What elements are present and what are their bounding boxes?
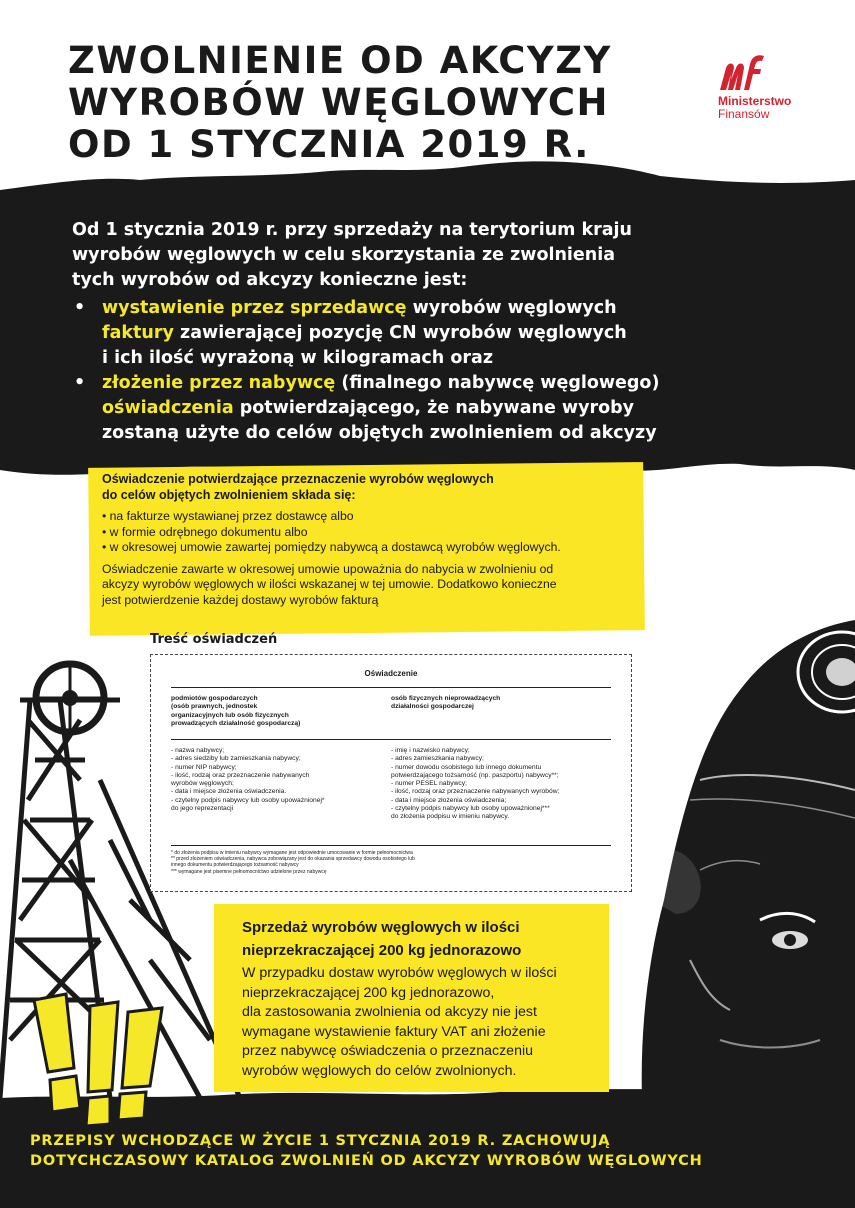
declaration-info-box <box>102 472 632 608</box>
requirement-item <box>72 371 792 446</box>
declaration-form <box>150 654 632 892</box>
highlight-text: wystawienie przez sprzedawcę <box>102 298 407 318</box>
title-line: WYROBÓW WĘGLOWYCH <box>68 81 609 124</box>
highlight-text: oświadczenia <box>102 398 234 418</box>
intro-line: tych wyrobów od akcyzy konieczne jest: <box>72 270 468 290</box>
highlight-text: faktury <box>102 323 174 343</box>
bullet-marker: • <box>74 298 86 318</box>
intro-line: Od 1 stycznia 2019 r. przy sprzedaży na terytorium kraju <box>72 220 633 240</box>
box-body-line: wyrobów węglowych do celów zwolnionych. <box>242 1062 517 1079</box>
requirement-text: zostaną użyte do celów objętych zwolnieniem od akcyzy <box>102 423 657 443</box>
requirements-list <box>72 296 792 446</box>
title-line: ZWOLNIENIE OD AKCYZY <box>68 39 612 82</box>
small-sale-info-box <box>242 918 592 1081</box>
declaration-header: Oświadczenie <box>364 669 418 678</box>
box-list-item: • w okresowej umowie zawartej pomiędzy nabywcą a dostawcą wyrobów węglowych. <box>102 540 561 554</box>
box-paragraph: akcyzy wyrobów węglowych w ilości wskazanej w tej umowie. Dodatkowo konieczne <box>102 577 557 591</box>
box-paragraph: Oświadczenie zawarte w okresowej umowie upoważnia do nabycia w zwolnieniu od <box>102 561 554 576</box>
requirement-item <box>72 296 792 371</box>
intro-paragraph <box>72 218 792 293</box>
box-paragraph: jest potwierdzenie każdej dostawy wyrobów fakturą <box>102 592 379 607</box>
box-body-line: W przypadku dostaw wyrobów węglowych w ilości <box>242 965 557 981</box>
logo-text-line1: Ministerstwo <box>718 94 792 108</box>
box-body-line: dla zastosowania zwolnienia od akcyzy nie jest <box>242 1004 537 1020</box>
requirement-text: wyrobów węglowych <box>406 298 617 318</box>
box-body-line: wymagane wystawienie faktury VAT ani złożenie <box>242 1023 546 1040</box>
left-column-items: - nazwa nabywcy; - adres siedziby lub zamieszkania nabywcy; - numer NIP nabywcy; - ilość, rodzaj oraz przeznaczenie nabywanych wyrobów węglowych; - data i miejsce złożenia oświadczenia. - czytelny podpis nabywcy lub osoby upoważnionej* do jego reprezentacji <box>171 747 325 813</box>
declaration-section-title: Treść oświadczeń <box>150 632 278 647</box>
declaration-footnotes: * do złożenia podpisu w imieniu nabywcy wymagane jest odpowiednie umocowanie w formie pełnomocnictwa ** przed złożeniem oświadczenia, nabywca zobowiązany jest do okazania sprzedawcy dowodu osobistego lub innego dokumentu potwierdzającego tożsamość nabywcy *** wymagane jest pisemne pełnomocnictwo udzielone przez nabywcę <box>171 850 415 875</box>
footer-note <box>30 1131 830 1171</box>
bullet-marker: • <box>74 373 86 393</box>
logo-text-line2: Finansów <box>718 107 770 121</box>
right-column-heading: osób fizycznych nieprowadzących działalności gospodarczej <box>391 695 501 711</box>
footer-line: DOTYCHCZASOWY KATALOG ZWOLNIEŃ OD AKCYZY WYROBÓW WĘGLOWYCH <box>30 1153 703 1169</box>
miner-illustration <box>642 620 855 1098</box>
left-column-heading: podmiotów gospodarczych (osób prawnych, jednostek organizacyjnych lub osób fizycznych prowadzących działalność gospodarczą) <box>171 695 301 727</box>
exclamation-marks-icon <box>34 994 162 1126</box>
box-list-item: • na fakturze wystawianej przez dostawcę albo <box>102 509 354 523</box>
requirement-text: zawierającej pozycję CN wyrobów węglowych <box>173 323 627 343</box>
box-heading: nieprzekraczającej 200 kg jednorazowo <box>242 942 522 959</box>
highlight-text: złożenie przez nabywcę <box>102 373 336 393</box>
footer-line: PRZEPISY WCHODZĄCE W ŻYCIE 1 STYCZNIA 2019 R. ZACHOWUJĄ <box>30 1133 611 1149</box>
requirement-text: potwierdzającego, że nabywane wyroby <box>233 398 635 418</box>
page-title <box>68 40 708 166</box>
box-body-line: przez nabywcę oświadczenia o przeznaczeniu <box>242 1043 534 1059</box>
box-heading: Sprzedaż wyrobów węglowych w ilości <box>242 919 520 936</box>
ministry-logo <box>718 50 828 121</box>
mf-logo-icon <box>718 50 766 92</box>
box-body-line: nieprzekraczającej 200 kg jednorazowo, <box>242 984 495 1001</box>
box-list-item: • w formie odrębnego dokumentu albo <box>102 524 308 539</box>
requirement-text: (finalnego nabywcę węglowego) <box>335 373 660 393</box>
box-heading: Oświadczenie potwierdzające przeznaczenie wyrobów węglowych <box>102 472 494 486</box>
title-line: OD 1 STYCZNIA 2019 R. <box>68 123 590 166</box>
intro-line: wyrobów węglowych w celu skorzystania ze zwolnienia <box>72 245 616 265</box>
right-column-items: - imię i nazwisko nabywcy; - adres zamieszkania nabywcy; - numer dowodu osobistego lub innego dokumentu potwierdzającego tożsamość (np. paszportu) nabywcy**; - numer PESEL nabywcy; - ilość, rodzaj oraz przeznaczenie nabywanych wyrobów; - data i miejsce złożenia oświadczenia; - czytelny podpis nabywcy lub osoby upoważnionej*** do złożenia podpisu w imieniu nabywcy. <box>391 747 560 821</box>
box-heading: do celów objętych zwolnieniem składa się: <box>102 487 356 502</box>
requirement-text: i ich ilość wyrażoną w kilogramach oraz <box>102 348 493 368</box>
